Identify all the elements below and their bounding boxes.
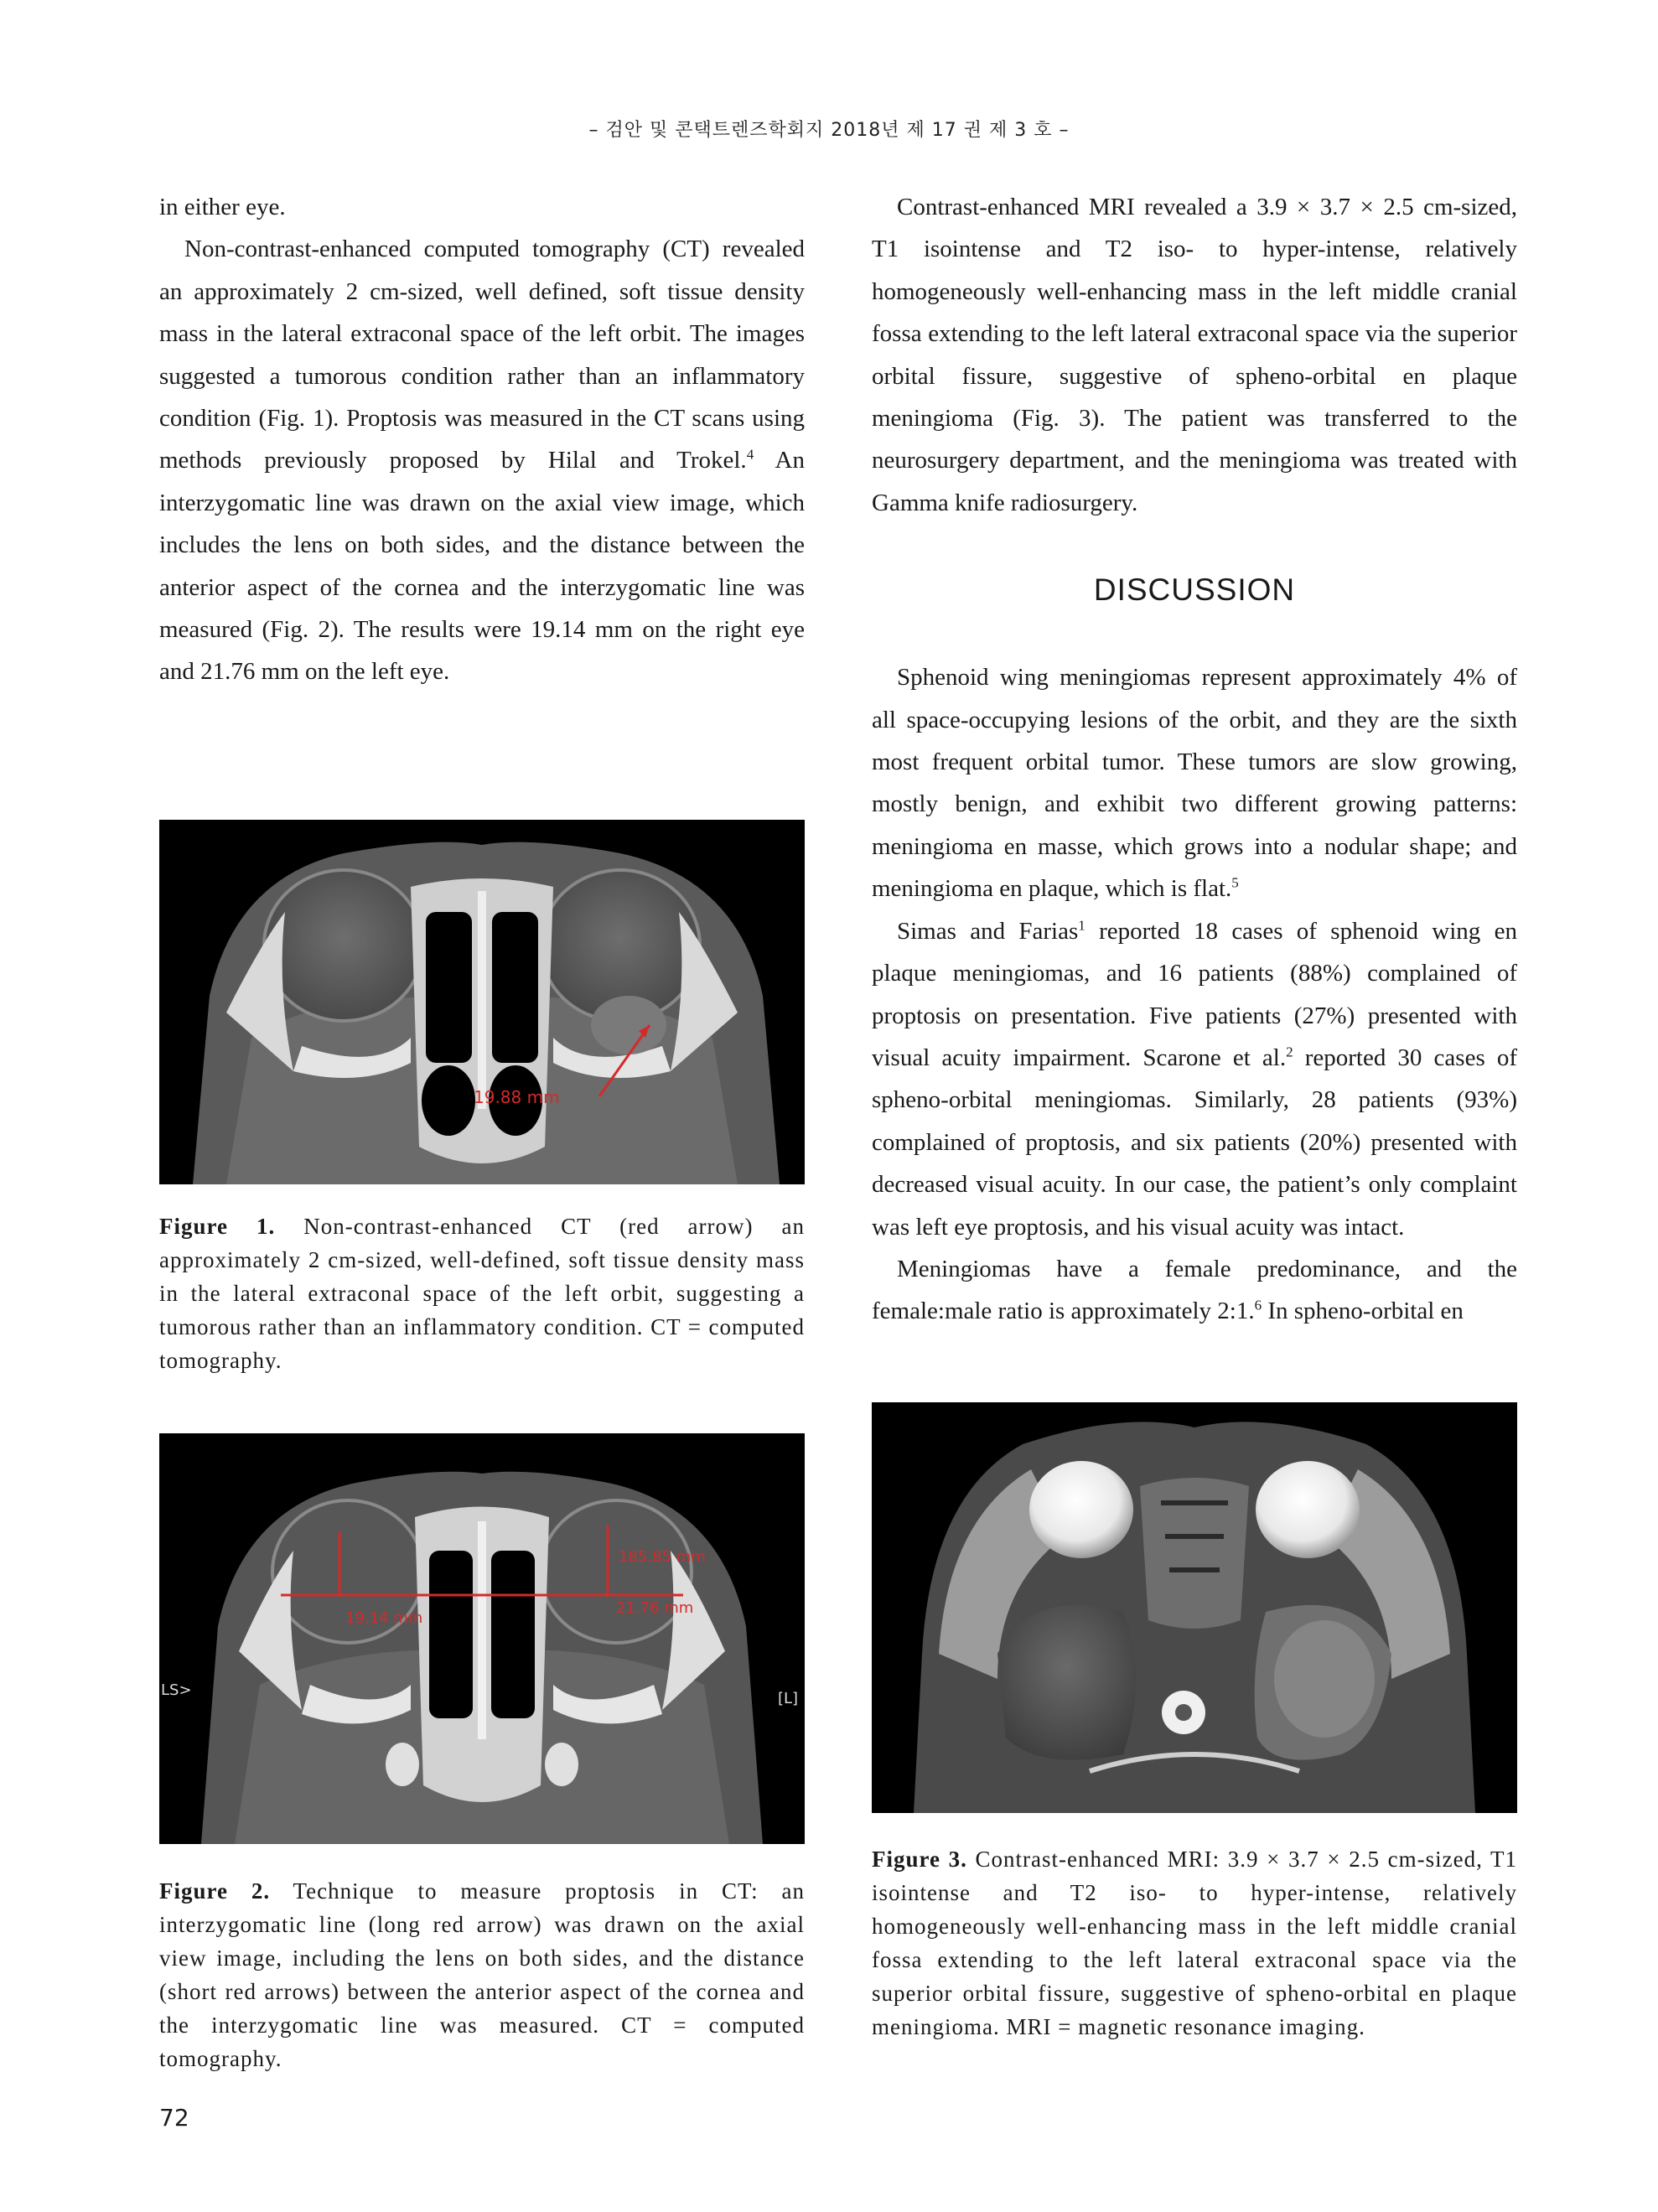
figure-1-caption [159,1210,805,1377]
caption-text: Non-contrast-enhanced CT (red arrow) an approximately 2 cm-sized, well-defined, soft tissue density mass in the lateral extraconal space of the left orbit, suggesting a tumorous rather than an inflammatory condition. CT = computed tomography. [159,1214,805,1373]
text-run: reported 30 cases of spheno-orbital meningiomas. Similarly, 28 patients (93%) complained of proptosis, and six patients (20%) presented with decreased visual acuity. In our case, the patient’s only complaint was left eye proptosis, and his visual acuity was intact. [872,1044,1517,1241]
right-column-text [872,186,1517,1333]
side-marker-right: [L] [778,1690,799,1707]
text-run: Meningiomas have a female predominance, and the female:male ratio is approximately 2:1. [872,1255,1517,1325]
text-run: reported 18 cases of sphenoid wing en plaque meningiomas, and 16 patients (88%) complained of proptosis on presentation. Five patients (27%) presented with visual acuity impairment. Scarone et al. [872,917,1517,1071]
figure-2-caption [159,1874,805,2075]
citation-ref: 1 [1078,917,1085,934]
caption-text: Contrast-enhanced MRI: 3.9 × 3.7 × 2.5 cm-sized, T1 isointense and T2 iso- to hyper-intense, relatively homogeneously well-enhancing mass in the left middle cranial fossa extending to the left lateral extraconal space via the superior orbital fissure, suggestive of spheno-orbital en plaque meningioma. MRI = magnetic resonance imaging. [872,1847,1517,2039]
text-run: Non-contrast-enhanced computed tomography (CT) revealed an approximately 2 cm-sized, well defined, soft tissue density mass in the lateral extraconal space of the left orbit. The images suggested a tumorous condition rather than an inflammatory condition (Fig. 1). Proptosis was measured in the CT scans using methods previously proposed by Hilal and Trokel. [159,236,805,474]
paragraph-continuation: in either eye. [159,194,286,220]
caption-text: Technique to measure proptosis in CT: an interzygomatic line (long red arrow) was drawn on the axial view image, including the lens on both sides, and the distance (short red arrows) between the anterior aspect of the cornea and the interzygomatic line was measured. CT = computed tomography. [159,1878,805,2071]
paragraph-discussion-2 [872,910,1517,1248]
paragraph-discussion-1 [872,656,1517,909]
figure-3-mri-image [872,1402,1517,1813]
mri-scan-drawing [872,1402,1517,1813]
caption-label: Figure 1. [159,1214,276,1239]
text-run: Sphenoid wing meningiomas represent approximately 4% of all space-occupying lesions of the orbit, and they are the sixth most frequent orbital tumor. These tumors are slow growing, mostly benign, and exhibit two different growing patterns: meningioma en masse, which grows into a nodular shape; and meningioma en plaque, which is flat. [872,664,1517,903]
figure-2-ct-image [159,1433,805,1844]
caption-label: Figure 3. [872,1847,967,1872]
citation-ref: 2 [1286,1044,1293,1060]
figure-1-ct-image [159,820,805,1184]
ct-scan-drawing [159,1433,805,1844]
side-marker-left: LS> [161,1681,192,1699]
page-number: 72 [159,2104,189,2132]
paragraph-ct-findings [159,228,805,692]
ct-scan-drawing [159,820,805,1184]
text-run: Simas and Farias [897,917,1079,945]
measurement-label-interzygomatic: 185.85 mm [619,1548,706,1566]
text-run: In spheno-orbital en [1262,1298,1464,1325]
paragraph-mri-findings: Contrast-enhanced MRI revealed a 3.9 × 3.7 × 2.5 cm-sized, T1 isointense and T2 iso- to hyper-intense, relatively homogeneously well-enhancing mass in the left middle cranial fossa extending to the left lateral extraconal space via the superior orbital fissure, suggestive of spheno-orbital en plaque meningioma (Fig. 3). The patient was transferred to the neurosurgery department, and the meningioma was treated with Gamma knife radiosurgery. [872,194,1517,516]
running-header: – 검안 및 콘택트렌즈학회지 2018년 제 17 권 제 3 호 – [588,120,1070,141]
text-run: An interzygomatic line was drawn on the axial view image, which includes the lens on both sides, and the distance between the anterior aspect of the cornea and the interzygomatic line was measured (Fig. 2). The results were 19.14 mm on the right eye and 21.76 mm on the left eye. [159,447,805,686]
citation-ref: 4 [746,446,754,463]
section-title-discussion: DISCUSSION [1093,572,1296,608]
measurement-label: 19.88 mm [474,1087,560,1107]
left-column-text [159,186,805,693]
citation-ref: 6 [1254,1297,1262,1313]
measurement-label-right: 19.14 mm [345,1609,423,1627]
measurement-label-left: 21.76 mm [616,1599,694,1617]
caption-label: Figure 2. [159,1878,271,1904]
citation-ref: 5 [1231,874,1239,891]
figure-3-caption [872,1842,1517,2044]
paragraph-discussion-3 [872,1248,1517,1333]
